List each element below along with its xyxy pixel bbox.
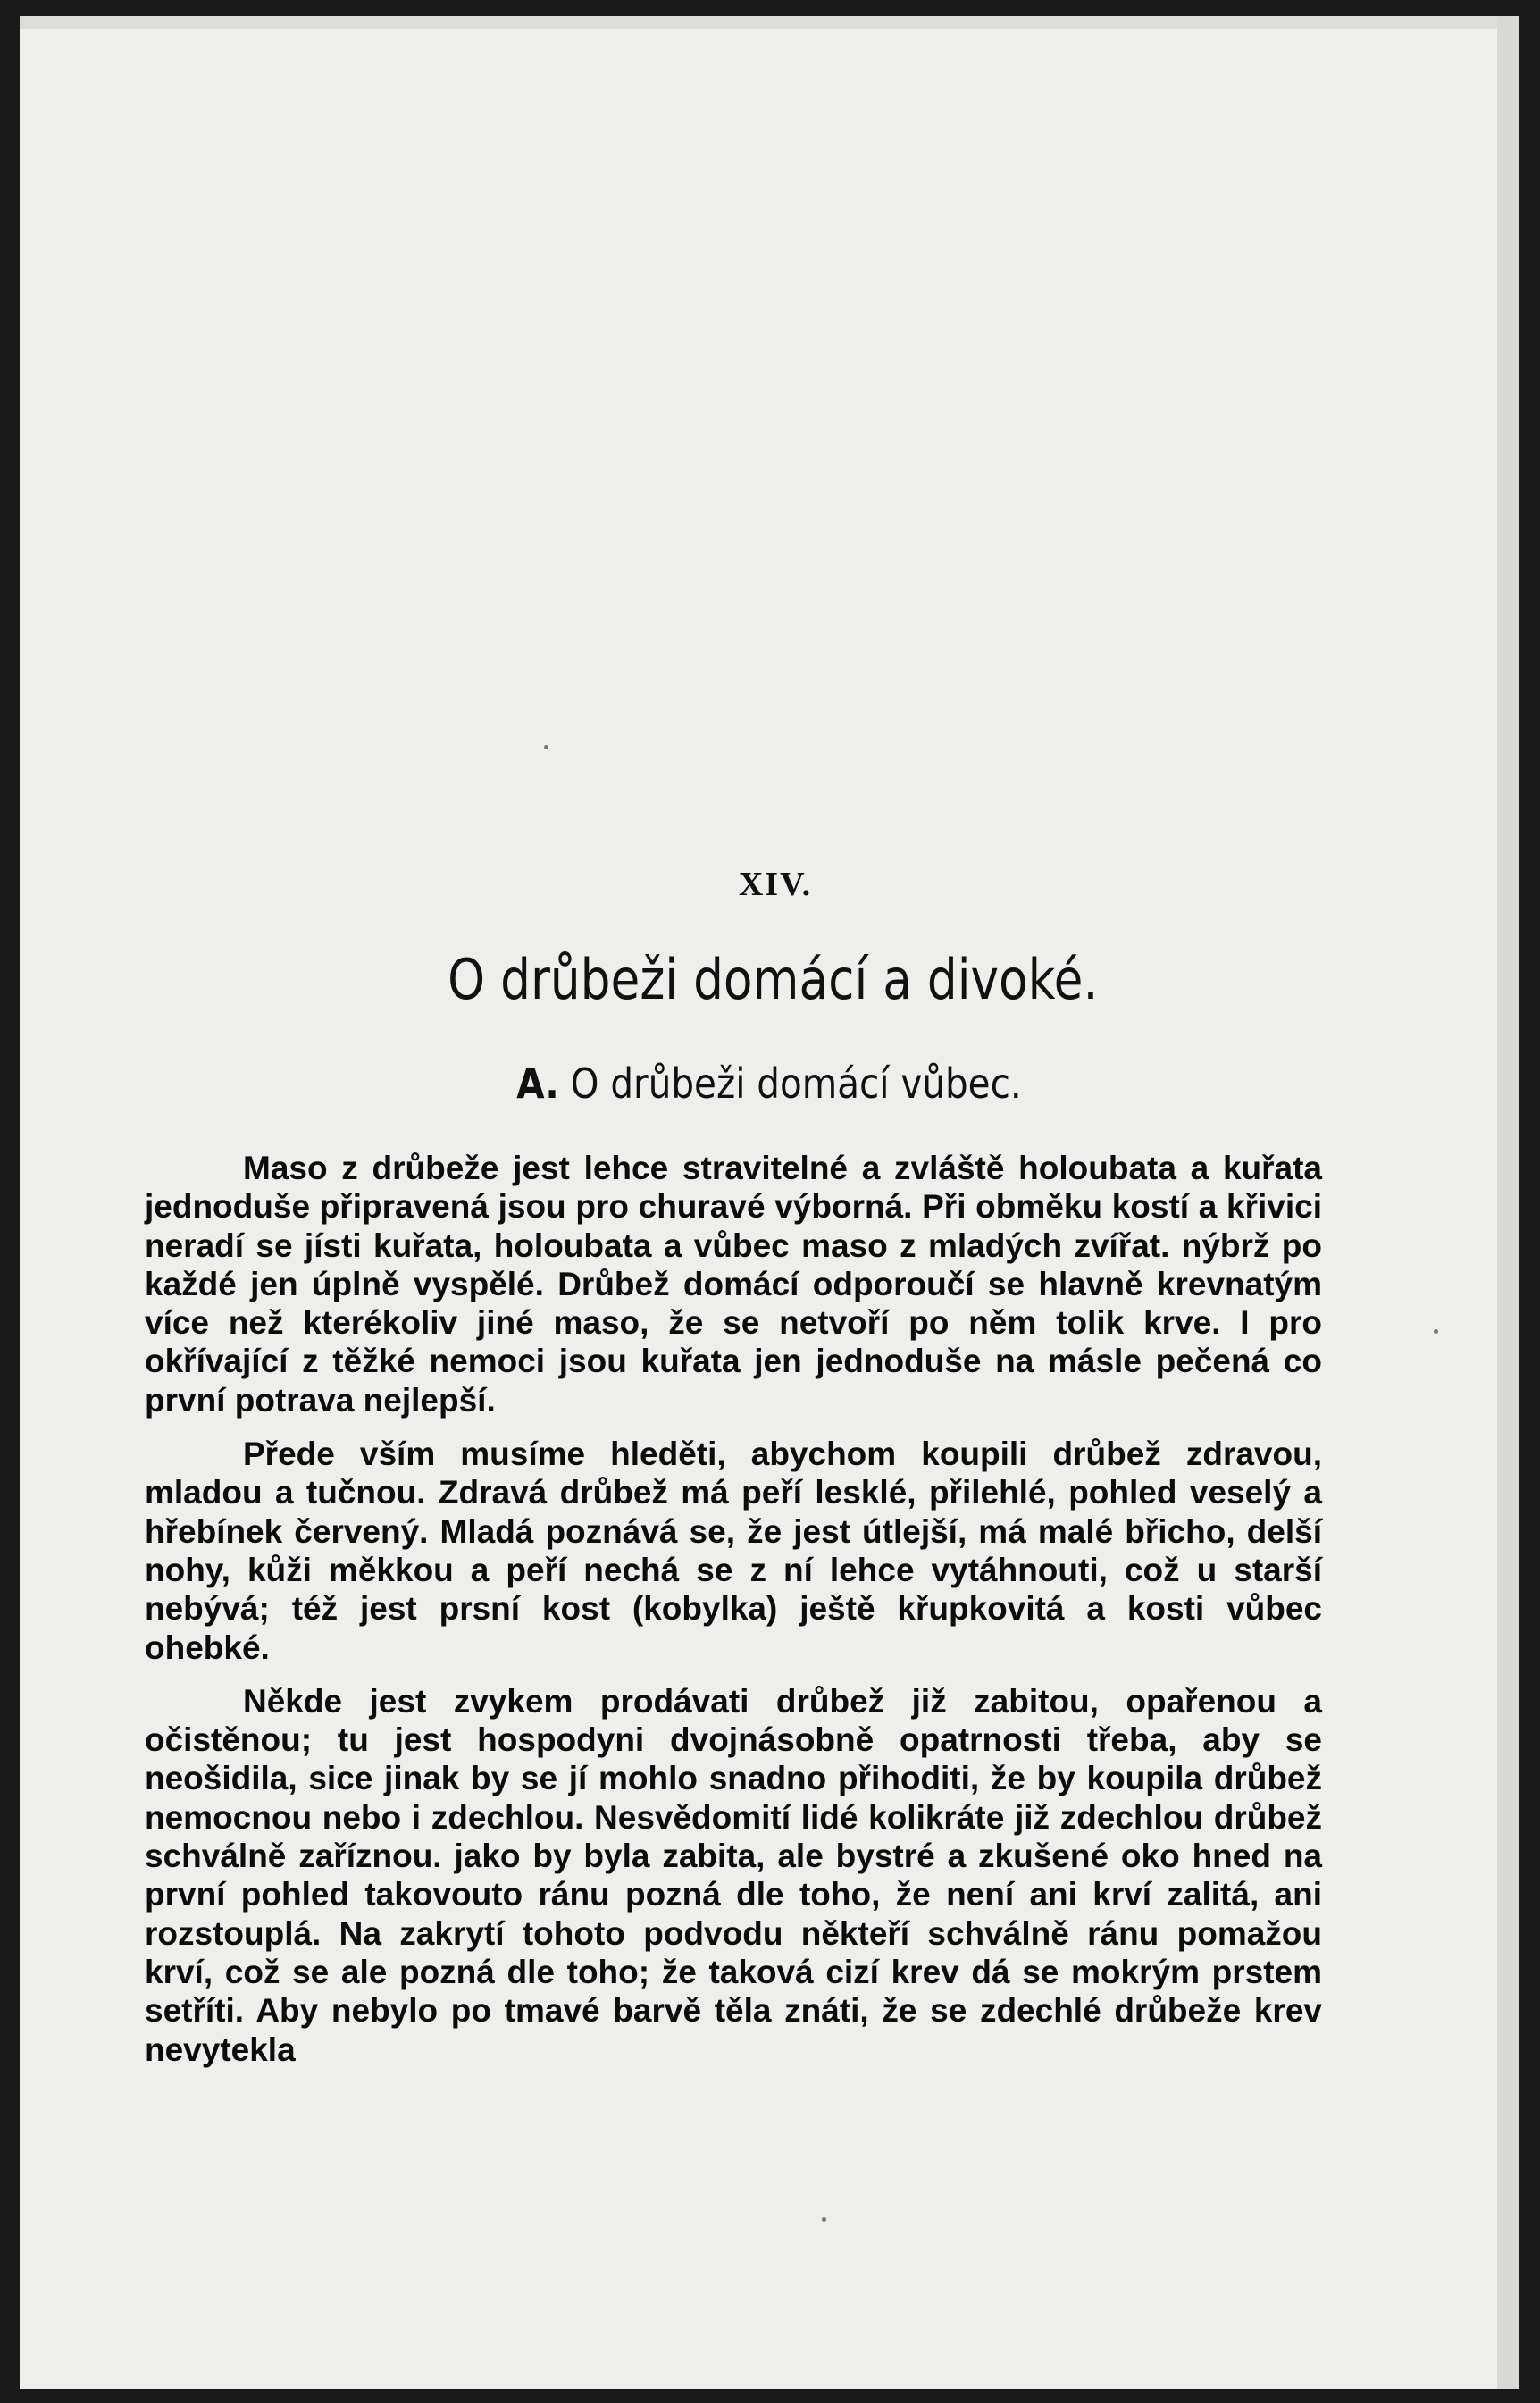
print-speck [1434,1329,1438,1334]
book-page [20,16,1519,2389]
body-text [145,1149,1322,2084]
section-letter: A. [516,1059,559,1108]
paragraph: Někde jest zvykem prodávati drůbež již zabitou, opařenou a očistěnou; tu jest hospodyni dvojnásobně opatrnosti třeba, aby se neošidila, sice jinak by se jí mohlo snadno přihoditi, že by koupila drůbež nemocnou nebo i zdechlou. Nesvědomití lidé kolikráte již zdechlou drůbež schválně zaříznou. jako by byla zabita, ale bystré a zkušené oko hned na první pohled takovouto ránu pozná dle toho, že není ani krví zalitá, ani rozstouplá. Na zakrytí tohoto podvodu někteří schválně ránu pomažou krví, což se ale pozná dle toho; že taková cizí krev dá se mokrým prstem setříti. Aby nebylo po tmavé barvě těla znáti, že se zdechlé drůbeže krev nevytekla [145,1682,1322,2068]
page-right-edge [1497,16,1519,2389]
section-title [110,1059,1429,1108]
print-speck [544,745,548,749]
chapter-title: O drůbeži domácí a divoké. [448,947,1099,1012]
section-title-text: O drůbeži domácí vůbec. [570,1059,1022,1108]
paragraph: Maso z drůbeže jest lehce stravitelné a zvláště holoubata a kuřata jednoduše připravená jsou pro churavé výborná. Při obměku kostí a křivici neradí se jísti kuřata, holoubata a vůbec maso z mladých zvířat. nýbrž po každé jen úplně vyspělé. Drůbež domácí odporoučí se hlavně krevnatým více než kterékoliv jiné maso, že se netvoří po něm tolik krve. I pro okřívající z těžké nemoci jsou kuřata jen jednoduše na másle pečená co první potrava nejlepší. [145,1150,1322,1419]
chapter-number: XIV. [738,866,813,903]
print-speck [822,2217,826,2222]
page-top-edge [20,16,1519,29]
paragraph: Přede vším musíme hleděti, abychom koupili drůbež zdravou, mladou a tučnou. Zdravá drůbež má peří lesklé, přilehlé, pohled veselý a hřebínek červený. Mladá poznává se, že jest útlejší, má malé břicho, delší nohy, kůži měkkou a peří nechá se z ní lehce vytáhnouti, což u starší nebývá; též jest prsní kost (kobylka) ještě křupkovitá a kosti vůbec ohebké. [145,1436,1322,1666]
